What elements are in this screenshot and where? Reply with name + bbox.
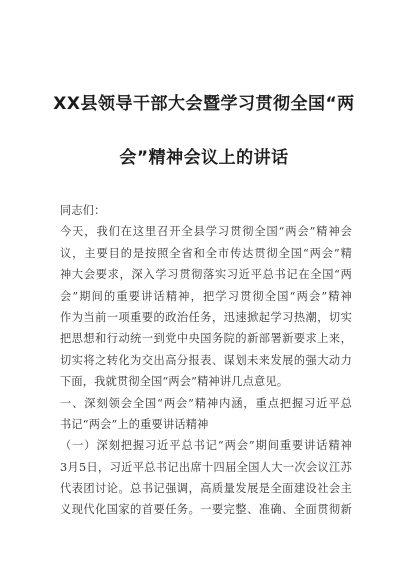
body-line: 义现代化国家的首要任务。一要完整、准确、全面贯彻新 bbox=[60, 503, 352, 517]
body-line: 3月5日，习近平总书记出席十四届全国人大一次会议江苏 bbox=[60, 460, 352, 474]
document-title-line-2: 会”精神会议上的讲话 bbox=[119, 148, 289, 168]
body-line: 议，主要目的是按照全省和全市传达贯彻全国“两会”精 bbox=[60, 246, 352, 260]
body-line: 切实将之转化为交出高分报表、谋划未来发展的强大动力 bbox=[60, 353, 352, 367]
body-line: 把思想和行动统一到党中央国务院的新部署新要求上来， bbox=[60, 332, 352, 346]
body-line: 神大会要求，深入学习贯彻落实习近平总书记在全国“两 bbox=[60, 268, 352, 282]
salutation: 同志们： bbox=[60, 204, 106, 217]
body-line: 代表团讨论。总书记强调，高质量发展是全面建设社会主 bbox=[60, 482, 352, 496]
section-heading-line: 书记“两会”上的重要讲话精神 bbox=[60, 417, 209, 431]
document-body bbox=[60, 200, 352, 521]
document-title-line-1: XX县领导干部大会暨学习贯彻全国“两 bbox=[53, 94, 355, 114]
subsection-heading-line: （一）深刻把握习近平总书记“两会”期间重要讲话精神 bbox=[60, 439, 352, 453]
body-line: 作为当前一项重要的政治任务，迅速掀起学习热潮，切实 bbox=[60, 310, 352, 324]
body-line: 今天，我们在这里召开全县学习贯彻全国“两会”精神会 bbox=[60, 225, 352, 239]
section-heading-line: 一、深刻领会全国“两会”精神内涵，重点把握习近平总 bbox=[60, 396, 352, 410]
body-line: 会”期间的重要讲话精神，把学习贯彻全国“两会”精神 bbox=[60, 289, 352, 303]
body-line: 下面，我就贯彻全国“两会”精神讲几点意见。 bbox=[60, 375, 289, 389]
